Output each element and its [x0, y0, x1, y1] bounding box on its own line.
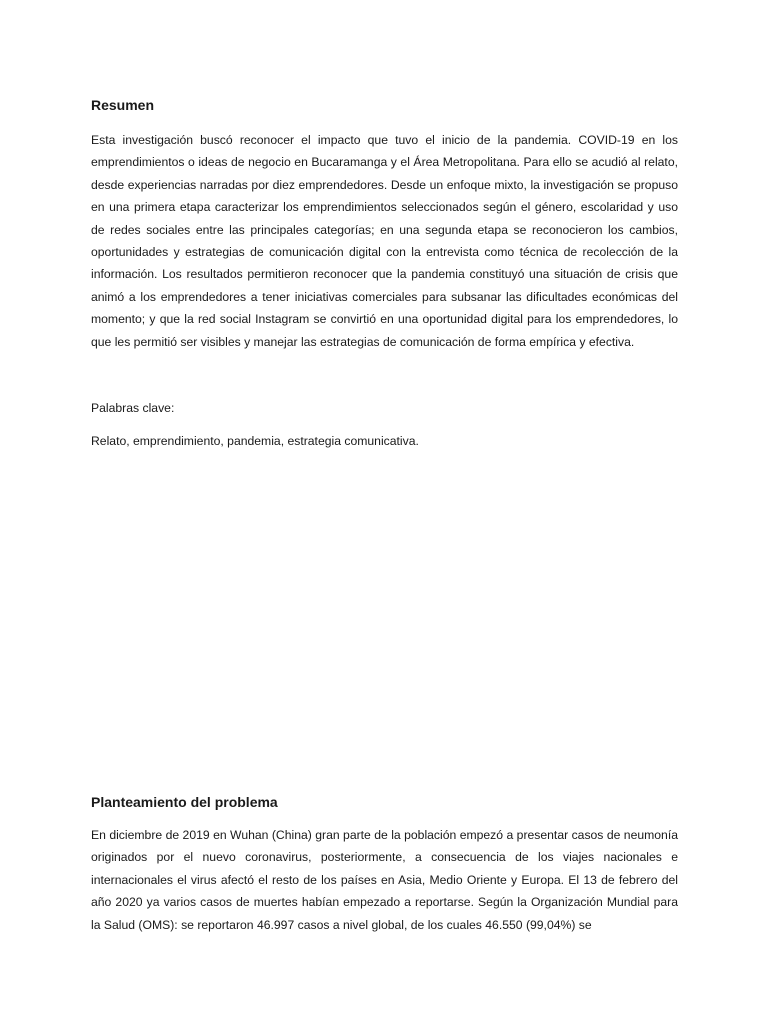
resumen-heading: Resumen [91, 97, 155, 113]
planteamiento-heading: Planteamiento del problema [91, 794, 278, 810]
planteamiento-paragraph: En diciembre de 2019 en Wuhan (China) gran parte de la población empezó a presentar casos de neumonía originados por el nuevo coronavirus, posteriormente, a consecuencia de los viajes nacionales e internacionales el virus afectó el resto de los países en Asia, Medio Oriente y Europa. El 13 de febrero del año 2020 ya varios casos de muertes habían empezado a reportarse. Según la Organización Mundial para la Salud (OMS): se reportaron 46.997 casos a nivel global, de los cuales 46.550 (99,04%) se [91, 828, 678, 932]
keywords-label: Palabras clave: [91, 401, 175, 415]
keywords-list: Relato, emprendimiento, pandemia, estrategia comunicativa. [91, 434, 419, 448]
resumen-paragraph: Esta investigación buscó reconocer el impacto que tuvo el inicio de la pandemia. COVID-19 en los emprendimientos o ideas de negocio en Bucaramanga y el Área Metropolitana. Para ello se acudió al relato, desde experiencias narradas por diez emprendedores. Desde un enfoque mixto, la investigación se propuso en una primera etapa caracterizar los emprendimientos seleccionados según el género, escolaridad y uso de redes sociales entre las principales categorías; en una segunda etapa se reconocieron los cambios, oportunidades y estrategias de comunicación digital con la entrevista como técnica de recolección de la información. Los resultados permitieron reconocer que la pandemia constituyó una situación de crisis que animó a los emprendedores a tener iniciativas comerciales para subsanar las dificultades económicas del momento; y que la red social Instagram se convirtió en una oportunidad digital para los emprendedores, lo que les permitió ser visibles y manejar las estrategias de comunicación de forma empírica y efectiva. [91, 133, 678, 349]
